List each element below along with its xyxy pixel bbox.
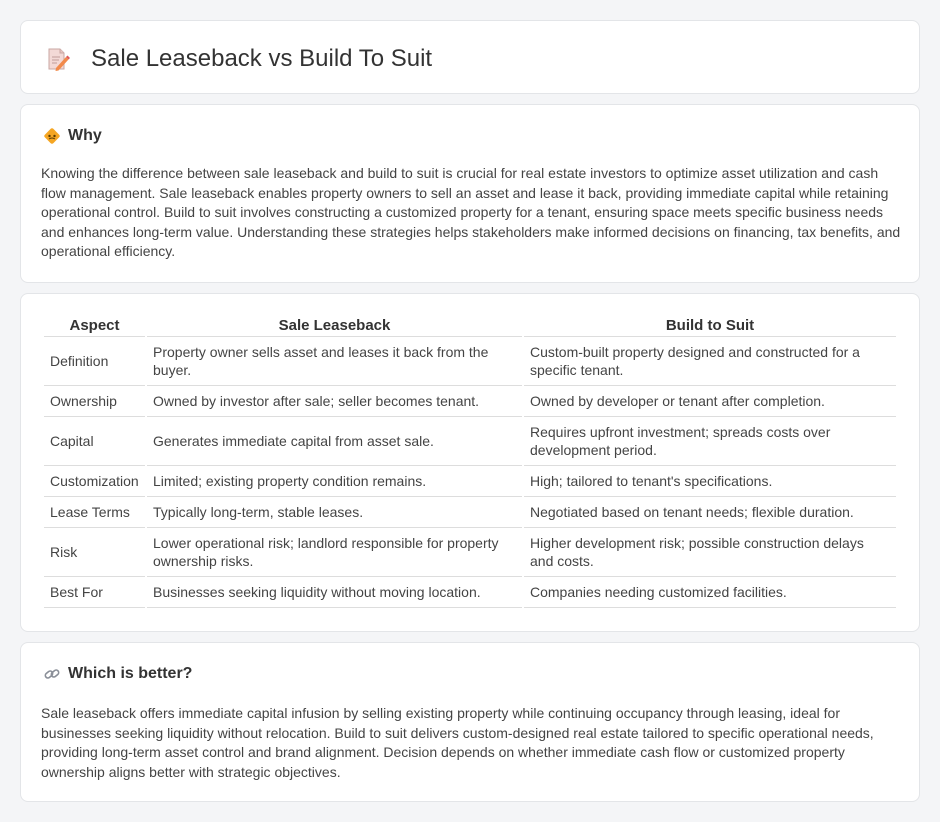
which-is-better-card [20, 642, 920, 802]
row-aspect: Best For [44, 577, 145, 608]
title-card [20, 20, 920, 94]
row-build-to-suit: Higher development risk; possible construction delays and costs. [524, 528, 896, 577]
better-title: Which is better? [68, 665, 193, 682]
row-aspect: Capital [44, 417, 145, 466]
table-row [44, 417, 896, 466]
header-aspect: Aspect [44, 315, 145, 337]
link-icon [43, 665, 61, 683]
why-card [20, 104, 920, 283]
table-row [44, 497, 896, 528]
row-sale-leaseback: Lower operational risk; landlord responsible for property ownership risks. [147, 528, 522, 577]
row-aspect: Lease Terms [44, 497, 145, 528]
row-aspect: Definition [44, 337, 145, 386]
row-sale-leaseback: Limited; existing property condition remains. [147, 466, 522, 497]
row-sale-leaseback: Generates immediate capital from asset sale. [147, 417, 522, 466]
comparison-table [42, 315, 898, 608]
row-build-to-suit: Requires upfront investment; spreads costs over development period. [524, 417, 896, 466]
row-aspect: Risk [44, 528, 145, 577]
table-row [44, 577, 896, 608]
page-title: Sale Leaseback vs Build To Suit [91, 45, 433, 72]
header-sale-leaseback: Sale Leaseback [147, 315, 522, 337]
row-build-to-suit: Negotiated based on tenant needs; flexible duration. [524, 497, 896, 528]
table-row [44, 466, 896, 497]
better-text: Sale leaseback offers immediate capital infusion by selling existing property while continuing occupancy through leasing, ideal for businesses seeking liquidity without relocation. Build to suit delivers custom-designed real estate tailored to specific operational needs, providing long-term asset control and brand alignment. Decision depends on whether immediate cash flow or customized property ownership aligns better with strategic objectives. [41, 705, 874, 780]
row-sale-leaseback: Businesses seeking liquidity without moving location. [147, 577, 522, 608]
row-sale-leaseback: Typically long-term, stable leases. [147, 497, 522, 528]
table-header-row [44, 315, 896, 337]
diamond-warning-icon [43, 127, 61, 145]
comparison-card [20, 293, 920, 632]
row-aspect: Customization [44, 466, 145, 497]
row-aspect: Ownership [44, 386, 145, 417]
table-row [44, 386, 896, 417]
row-build-to-suit: High; tailored to tenant's specifications. [524, 466, 896, 497]
row-build-to-suit: Companies needing customized facilities. [524, 577, 896, 608]
table-row [44, 528, 896, 577]
row-build-to-suit: Owned by developer or tenant after completion. [524, 386, 896, 417]
row-build-to-suit: Custom-built property designed and constructed for a specific tenant. [524, 337, 896, 386]
row-sale-leaseback: Property owner sells asset and leases it back from the buyer. [147, 337, 522, 386]
row-sale-leaseback: Owned by investor after sale; seller becomes tenant. [147, 386, 522, 417]
header-build-to-suit: Build to Suit [524, 315, 896, 337]
why-title: Why [68, 127, 102, 144]
table-row [44, 337, 896, 386]
document-pencil-icon [45, 46, 71, 72]
why-text: Knowing the difference between sale leaseback and build to suit is crucial for real estate investors to optimize asset utilization and cash flow management. Sale leaseback enables property owners to sell an asset and lease it back, providing immediate capital while retaining operational control. Build to suit involves constructing a customized property for a tenant, ensuring space meets specific business needs and enhances long-term value. Understanding these strategies helps stakeholders make informed decisions on financing, tax benefits, and operational efficiency. [41, 165, 901, 259]
